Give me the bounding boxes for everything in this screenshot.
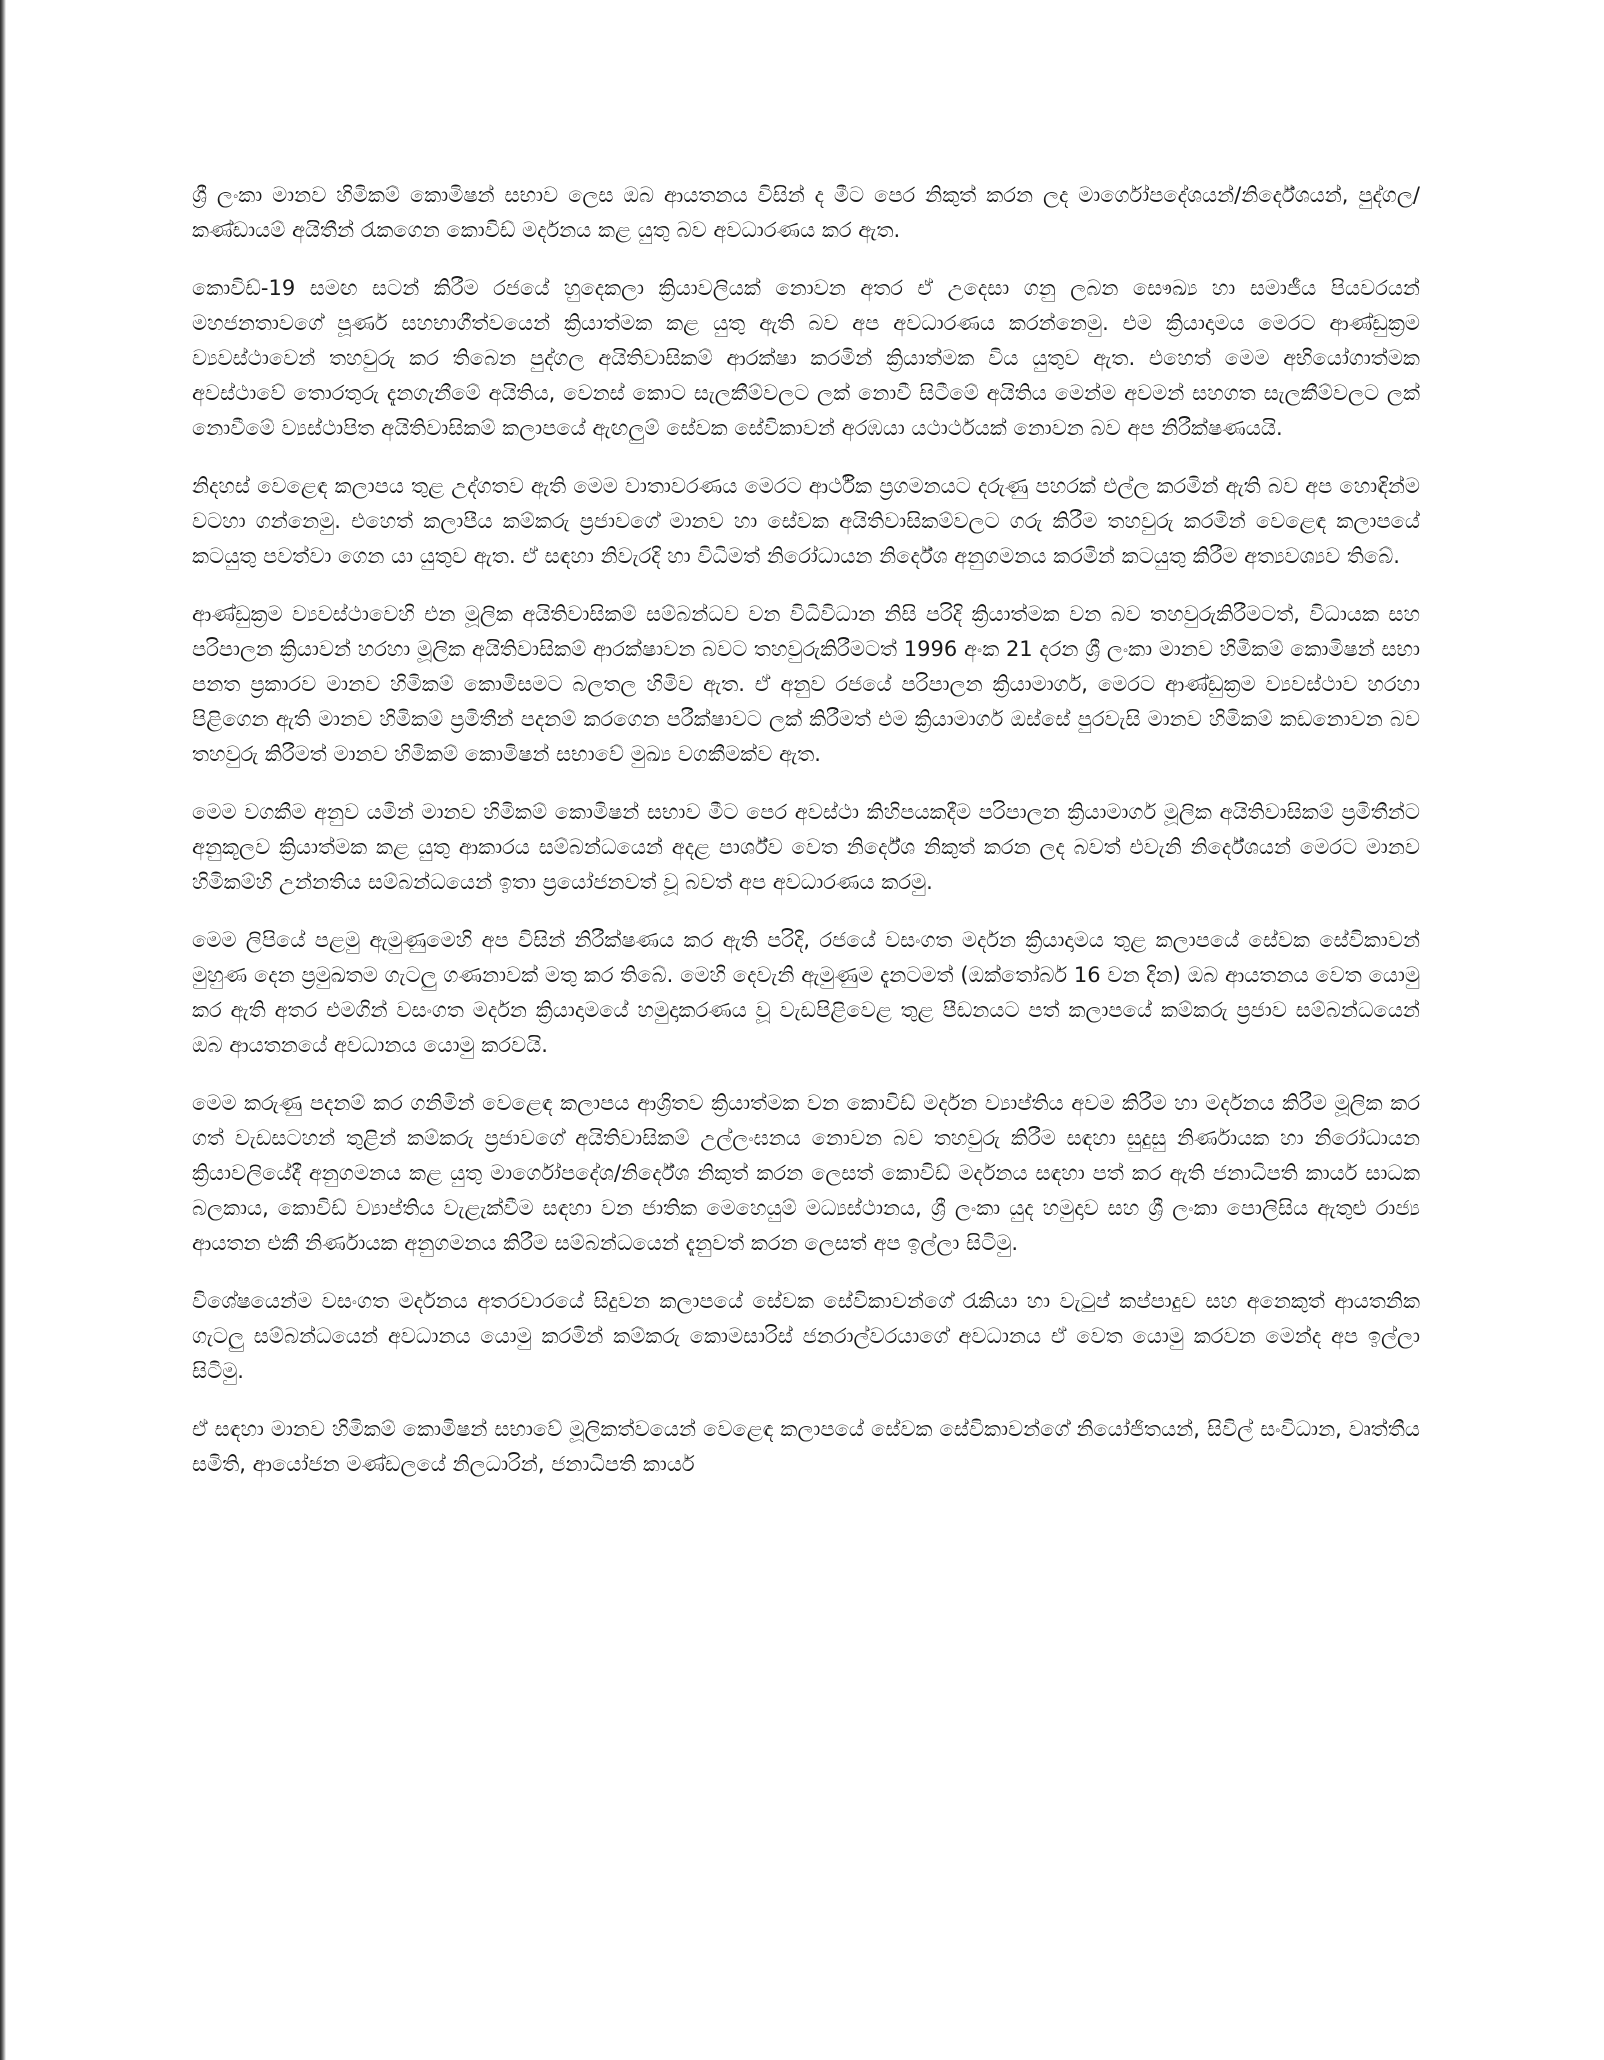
paragraph: ආණ්ඩුක්‍රම ව්‍යවස්ථාවෙහි එන මූලික අයිතිවාසිකම් සම්බන්ධව වන විධිවිධාන නිසි පරිදි ක්‍රියාත්මක වන බව තහවුරුකිරීමටත්, විධායක සහ පරිපාලන ක්‍රියාවන් හරහා මූලික අයිතිවාසිකම් ආරක්ෂාවන බවට තහවුරුකිරීමටත් 1996 අංක 21 දරන ශ්‍රී ලංකා මානව හිමිකම් කොමිෂන් සභා පනත ප්‍රකාරව මානව හිමිකම් කොමිසමට බලතල හිමිව ඇත. ඒ අනුව රජයේ පරිපාලන ක්‍රියාමාර්ග, මෙරට ආණ්ඩුක්‍රම ව්‍යවස්ථාව හරහා පිළිගෙන ඇති මානව හිමිකම් ප්‍රමිතීන් පදනම් කරගෙන පරීක්ෂාවට ලක් කිරීමත් එම ක්‍රියාමාර්ග ඔස්සේ පුරවැසි මානව හිමිකම් කඩනොවන බව තහවුරු කිරීමත් මානව හිමිකම් කොමිෂන් සභාවේ මුඛ්‍ය වගකීමක්ව ඇත. [192,602,1420,766]
paragraph: විශේෂයෙන්ම වසංගත මර්දනය අතරවාරයේ සිදුවන කලාපයේ සේවක සේවිකාවන්ගේ රැකියා හා වැටුප් කප්පාදුව සහ අනෙකුත් ආයතනික ගැටලු සම්බන්ධයෙන් අවධානය යොමු කරමින් කම්කරු කොමසාරිස් ජනරාල්වරයාගේ අවධානය ඒ වෙත යොමු කරවන මෙන්ද අප ඉල්ලා සිටිමු. [192,1289,1420,1383]
paragraph: ශ්‍රී ලංකා මානව හිමිකම් කොමිෂන් සභාව ලෙස ඔබ ආයතනය විසින් ද මීට පෙර නිකුත් කරන ලද මාර්ගෝපදේශයන්/නිර්දේශයන්, පුද්ගල/කණ්ඩායම් අයිතීන් රැකගෙන කොවිඩ් මර්දනය කළ යුතු බව අවධාරණය කර ඇත. [192,183,1420,242]
paragraph: ඒ සඳහා මානව හිමිකම් කොමිෂන් සභාවේ මූලිකත්වයෙන් වෙළෙඳ කලාපයේ සේවක සේවිකාවන්ගේ නියෝජිතයන්, සිවිල් සංවිධාන, වෘත්තීය සමිති, ආයෝජන මණ්ඩලයේ නිලධාරින්, ජනාධිපති කාර්ය [192,1417,1420,1476]
page-edge-shadow [0,0,6,2060]
paragraph: මෙම වගකීම අනුව යමින් මානව හිමිකම් කොමිෂන් සභාව මීට පෙර අවස්ථා කිහිපයකදීම පරිපාලන ක්‍රියාමාර්ග මූලික අයිතිවාසිකම් ප්‍රමිතීන්ට අනුකූලව ක්‍රියාත්මක කළ යුතු ආකාරය සම්බන්ධයෙන් අදළ පාර්ශ්ව වෙත නිර්දේශ නිකුත් කරන ලද බවත් එවැනි නිර්දේශයන් මෙරට මානව හිමිකම්හි උන්නතිය සම්බන්ධයෙන් ඉතා ප්‍රයෝජනවත් වූ බවත් අප අවධාරණය කරමු. [192,800,1420,894]
paragraph: කොවිඩ්-19 සමඟ සටන් කිරීම රජයේ හුදෙකලා ක්‍රියාවලියක් නොවන අතර ඒ උදෙසා ගනු ලබන සෞඛ්‍ය හා සමාජීය පියවරයන් මහජනතාවගේ පූර්ණ සහභාගීත්වයෙන් ක්‍රියාත්මක කළ යුතු ඇති බව අප අවධාරණය කරන්නෙමු. එම ක්‍රියාදාමය මෙරට ආණ්ඩුක්‍රම ව්‍යවස්ථාවෙන් තහවුරු කර තිබෙන පුද්ගල අයිතිවාසිකම් ආරක්ෂා කරමින් ක්‍රියාත්මක විය යුතුව ඇත. එහෙත් මෙම අභියෝගාත්මක අවස්ථාවේ තොරතුරු දැනගැනීමේ අයිතිය, වෙනස් කොට සැලකීම්වලට ලක් නොවී සිටීමේ අයිතිය මෙන්ම අවමන් සහගත සැලකීම්වලට ලක් නොවීමේ ව්‍යස්ථාපිත අයිතිවාසිකම් කලාපයේ ඇඟලුම් සේවක සේවිකාවන් අරඹයා යථාර්ථයක් නොවන බව අප නිරීක්ෂණයයි. [192,276,1420,440]
paragraph: නිදහස් වෙළෙඳ කලාපය තුළ උද්ගතව ඇති මෙම වාතාවරණය මෙරට ආර්ථික ප්‍රගමනයට දරුණු පහරක් එල්ල කරමින් ඇති බව අප හොඳින්ම වටහා ගන්නෙමු. එහෙත් කලාපීය කම්කරු ප්‍රජාවගේ මානව හා සේවක අයිතිවාසිකම්වලට ගරු කිරීම තහවුරු කරමින් වෙළෙඳ කලාපයේ කටයුතු පවත්වා ගෙන යා යුතුව ඇත. ඒ සඳහා නිවැරදි හා විධිමත් නිරෝධායන නිර්දේශ අනුගමනය කරමින් කටයුතු කිරීම අත්‍යවශ්‍යව තිබේ. [192,474,1420,568]
paragraph: මෙම කරුණු පදනම් කර ගනිමින් වෙළෙඳ කලාපය ආශ්‍රිතව ක්‍රියාත්මක වන කොවිඩ් මර්දන ව්‍යාප්තිය අවම කිරීම හා මර්දනය කිරීම මූලික කර ගත් වැඩසටහන් තුළින් කම්කරු ප්‍රජාවගේ අයිතිවාසිකම් උල්ලංඝනය නොවන බව තහවුරු කිරීම සඳහා සුදුසු නිර්ණායක හා නිරෝධායන ක්‍රියාවලියේදී අනුගමනය කළ යුතු මාර්ගෝපදේශ/නිර්දේශ නිකුත් කරන ලෙසත් කොවිඩ් මර්දනය සඳහා පත් කර ඇති ජනාධිපති කාර්ය සාධක බලකාය, කොවිඩ් ව්‍යාප්තිය වැළැක්වීම සඳහා වන ජාතික මෙහෙයුම් මධ්‍යස්ථානය, ශ්‍රී ලංකා යුද හමුදාව සහ ශ්‍රී ලංකා පොලිසිය ඇතුළු රාජ්‍ය ආයතන එකී නිර්ණායක අනුගමනය කිරීම සම්බන්ධයෙන් දැනුවත් කරන ලෙසත් අප ඉල්ලා සිටිමු. [192,1091,1420,1255]
document-page [192,178,1420,1505]
paragraph: මෙම ලිපියේ පළමු ඇමුණුමෙහි අප විසින් නිරීක්ෂණය කර ඇති පරිදි, රජයේ වසංගත මර්දන ක්‍රියාදාමය තුළ කලාපයේ සේවක සේවිකාවන් මුහුණ දෙන ප්‍රමුඛතම ගැටලු ගණනාවක් මතු කර තිබේ. මෙහි දෙවැනි ඇමුණුම දැනටමත් (ඔක්තෝබර් 16 වන දින) ඔබ ආයතනය වෙත යොමු කර ඇති අතර එමගින් වසංගත මර්දන ක්‍රියාදාමයේ හමුදාකරණය වූ වැඩපිළිවෙළ තුළ පීඩනයට පත් කලාපයේ කම්කරු ප්‍රජාව සම්බන්ධයෙන් ඔබ ආයතනයේ අවධානය යොමු කරවයි. [192,928,1420,1057]
